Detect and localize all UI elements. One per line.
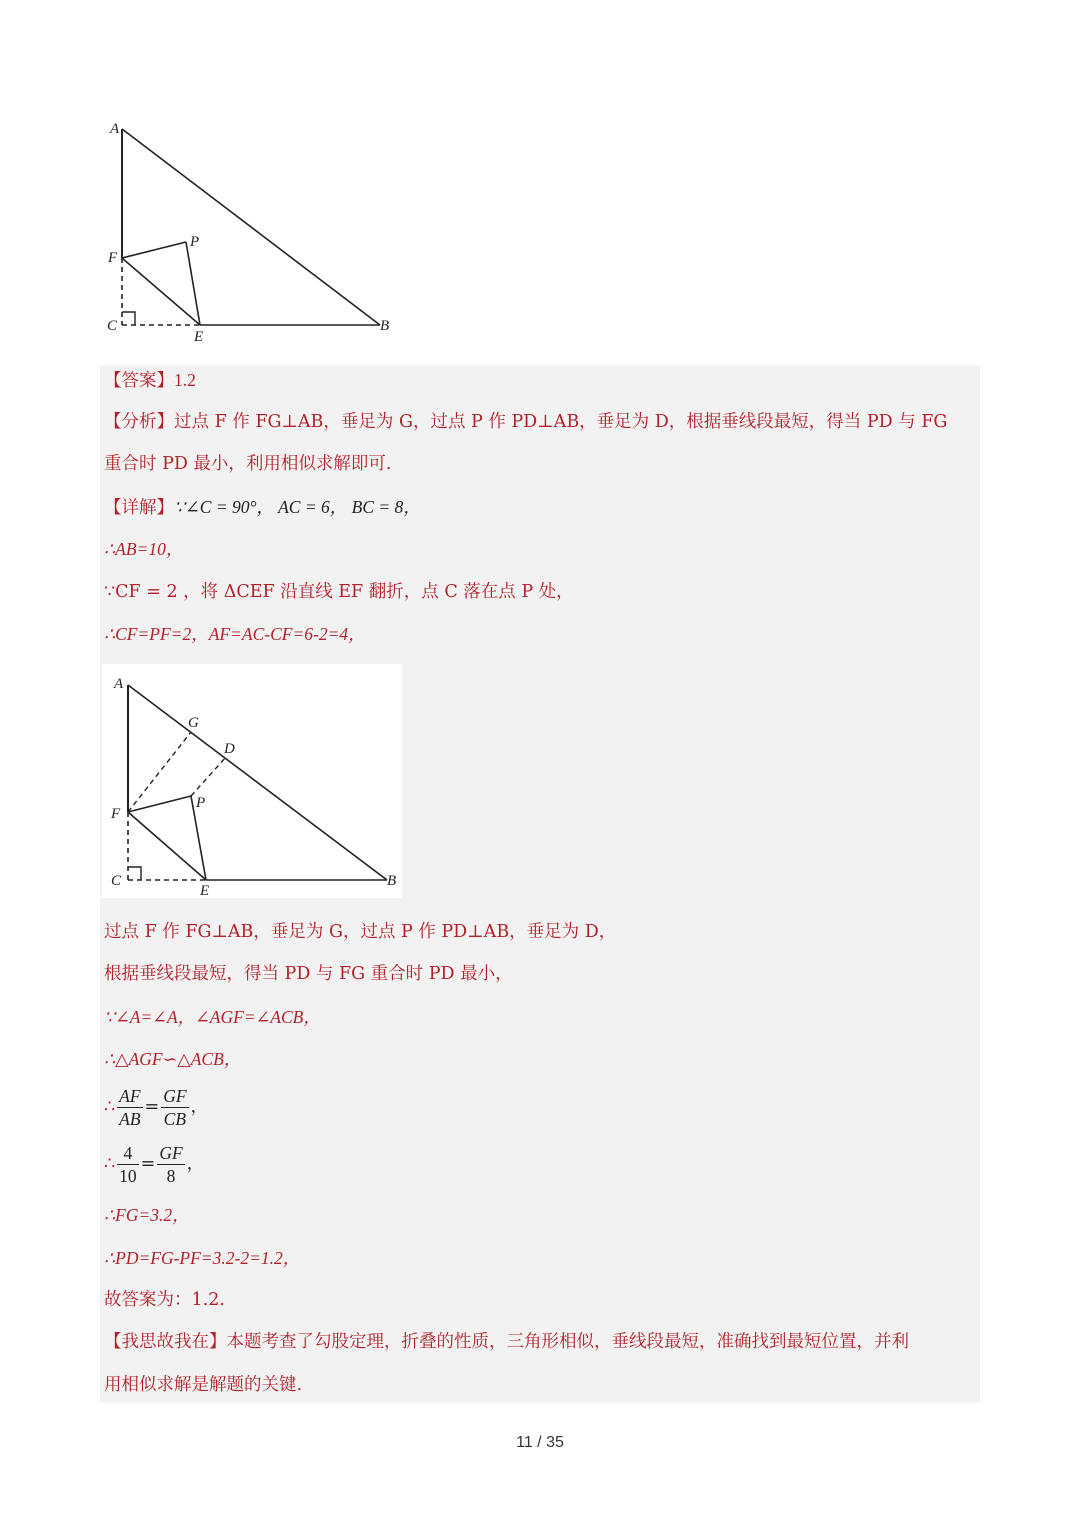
detail-line-9: ∴FG=3.2， bbox=[104, 1205, 190, 1225]
label-b: B bbox=[380, 318, 390, 334]
fraction-denominator: AB bbox=[119, 1109, 141, 1129]
label-p: P bbox=[190, 234, 200, 250]
label-e: E bbox=[200, 883, 210, 898]
analysis-label: 【分析】 bbox=[104, 412, 174, 432]
label-c: C bbox=[111, 873, 122, 889]
page-number: 11 / 35 bbox=[516, 1434, 564, 1451]
reflection-line-2: 用相似求解是解题的关键. bbox=[104, 1375, 303, 1395]
right-angle-mark bbox=[122, 312, 135, 325]
fraction-numerator: AF bbox=[119, 1086, 141, 1106]
edge-ab bbox=[122, 129, 380, 325]
fraction-2-suffix: ， bbox=[186, 1154, 205, 1174]
label-a: A bbox=[114, 676, 124, 692]
fraction-gf-cb bbox=[161, 1085, 188, 1130]
figure-2-triangle bbox=[102, 664, 402, 898]
analysis-line-1 bbox=[104, 410, 947, 434]
detail-given: ∵∠C = 90°， AC = 6， BC = 8， bbox=[174, 497, 421, 517]
fraction-numerator: GF bbox=[163, 1086, 187, 1106]
edge-fe bbox=[122, 258, 200, 325]
detail-line-11: 故答案为：1.2. bbox=[104, 1290, 225, 1310]
label-g: G bbox=[188, 715, 199, 731]
equals-sign: = bbox=[144, 1097, 160, 1117]
fraction-1-prefix: ∴ bbox=[104, 1097, 116, 1117]
fraction-af-ab bbox=[117, 1085, 142, 1130]
answer-value: 1.2 bbox=[174, 370, 196, 390]
answer-label: 【答案】 bbox=[104, 371, 174, 391]
detail-line-4: ∴CF=PF=2，AF=AC-CF=6-2=4， bbox=[104, 624, 366, 644]
fraction-numerator: GF bbox=[159, 1143, 183, 1163]
edge-fp bbox=[122, 242, 186, 258]
fraction-denominator: 10 bbox=[119, 1166, 137, 1186]
fraction-numerator: 4 bbox=[117, 1142, 139, 1165]
reflection-line-1 bbox=[104, 1330, 909, 1354]
fraction-1-suffix: ， bbox=[190, 1097, 209, 1117]
analysis-text-1: 过点 F 作 FG⊥AB，垂足为 G，过点 P 作 PD⊥AB，垂足为 D，根据垂线段最短，得当 PD 与 FG bbox=[174, 412, 948, 432]
detail-label: 【详解】 bbox=[104, 498, 174, 518]
detail-line-3: ∵CF = 2 ，将 ΔCEF 沿直线 EF 翻折，点 C 落在点 P 处， bbox=[104, 582, 574, 602]
label-f: F bbox=[108, 250, 118, 266]
fraction-line-1 bbox=[104, 1083, 208, 1131]
detail-line-1 bbox=[104, 495, 421, 520]
label-a: A bbox=[110, 121, 120, 137]
label-b: B bbox=[387, 873, 397, 889]
detail-line-7: ∵∠A=∠A，∠AGF=∠ACB， bbox=[104, 1007, 321, 1027]
detail-line-6: 根据垂线段最短，得当 PD 与 FG 重合时 PD 最小， bbox=[104, 964, 513, 984]
fraction-denominator: CB bbox=[163, 1109, 187, 1129]
figure-1-triangle bbox=[100, 112, 400, 347]
analysis-text-2: 重合时 PD 最小，利用相似求解即可. bbox=[104, 454, 392, 474]
equals-sign: = bbox=[140, 1154, 156, 1174]
answer-line bbox=[104, 368, 196, 393]
fraction-denominator: 8 bbox=[166, 1166, 176, 1186]
label-c: C bbox=[107, 318, 118, 334]
fraction-2-prefix: ∴ bbox=[104, 1154, 116, 1174]
fraction-4-10 bbox=[117, 1142, 139, 1187]
fraction-gf-8 bbox=[157, 1142, 184, 1187]
reflection-label: 【我思故我在】 bbox=[104, 1332, 227, 1352]
detail-line-2: ∴AB=10， bbox=[104, 539, 184, 559]
detail-line-8: ∴△AGF∽△ACB， bbox=[104, 1049, 242, 1069]
label-p: P bbox=[196, 795, 206, 811]
detail-line-10: ∴PD=FG-PF=3.2-2=1.2， bbox=[104, 1248, 301, 1268]
label-f: F bbox=[111, 806, 121, 822]
reflection-text-1: 本题考查了勾股定理，折叠的性质，三角形相似，垂线段最短，准确找到最短位置，并利 bbox=[226, 1332, 909, 1352]
analysis-line-2 bbox=[104, 452, 392, 476]
edge-pe bbox=[186, 242, 200, 325]
label-e: E bbox=[194, 329, 204, 345]
detail-line-5: 过点 F 作 FG⊥AB，垂足为 G，过点 P 作 PD⊥AB，垂足为 D， bbox=[104, 922, 617, 942]
label-d: D bbox=[224, 741, 235, 757]
fraction-line-2 bbox=[104, 1140, 204, 1188]
